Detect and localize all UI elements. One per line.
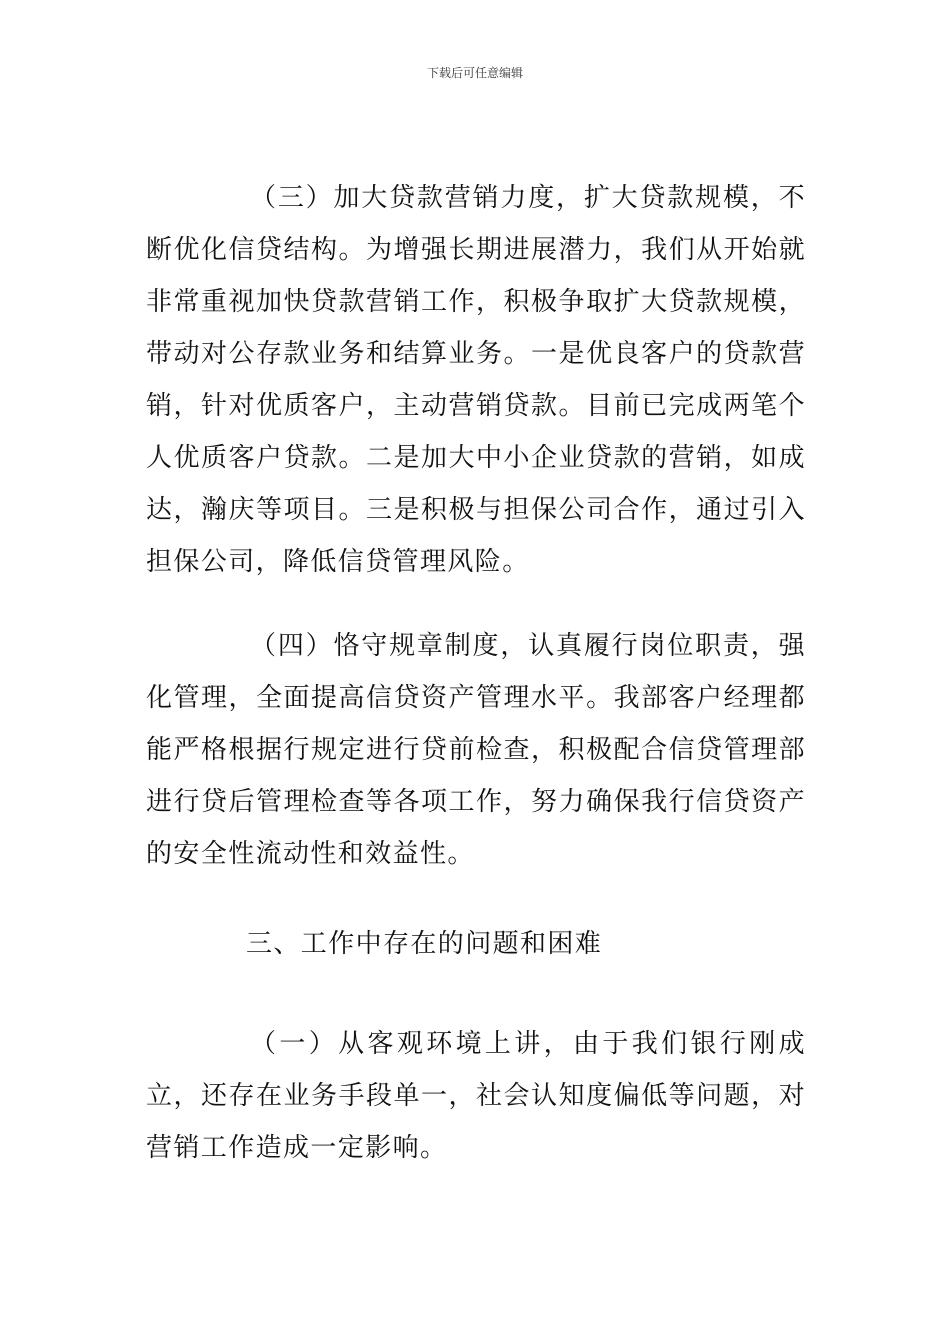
header-note: 下载后可任意编辑: [426, 66, 523, 80]
paragraph-compliance: （四）恪守规章制度，认真履行岗位职责，强化管理，全面提高信贷资产管理水平。我部客户经理都能严格根据行规定进行贷前检查，积极配合信贷管理部进行贷后管理检查等各项工作，努力确保我行信贷资产的安全性流动性和效益性。: [146, 631, 806, 869]
paragraph-problem-1: （一）从客观环境上讲，由于我们银行刚成立，还存在业务手段单一，社会认知度偏低等问题，对营销工作造成一定影响。: [146, 1029, 806, 1163]
paragraph-loan-marketing: （三）加大贷款营销力度，扩大贷款规模，不断优化信贷结构。为增强长期进展潜力，我们从开始就非常重视加快贷款营销工作，积极争取扩大贷款规模，带动对公存款业务和结算业务。一是优良客户的贷款营销，针对优质客户，主动营销贷款。目前已完成两笔个人优质客户贷款。二是加大中小企业贷款的营销，如成达，瀚庆等项目。三是积极与担保公司合作，通过引入担保公司，降低信贷管理风险。: [146, 183, 806, 577]
section-heading-problems: 三、工作中存在的问题和困难: [246, 929, 603, 959]
